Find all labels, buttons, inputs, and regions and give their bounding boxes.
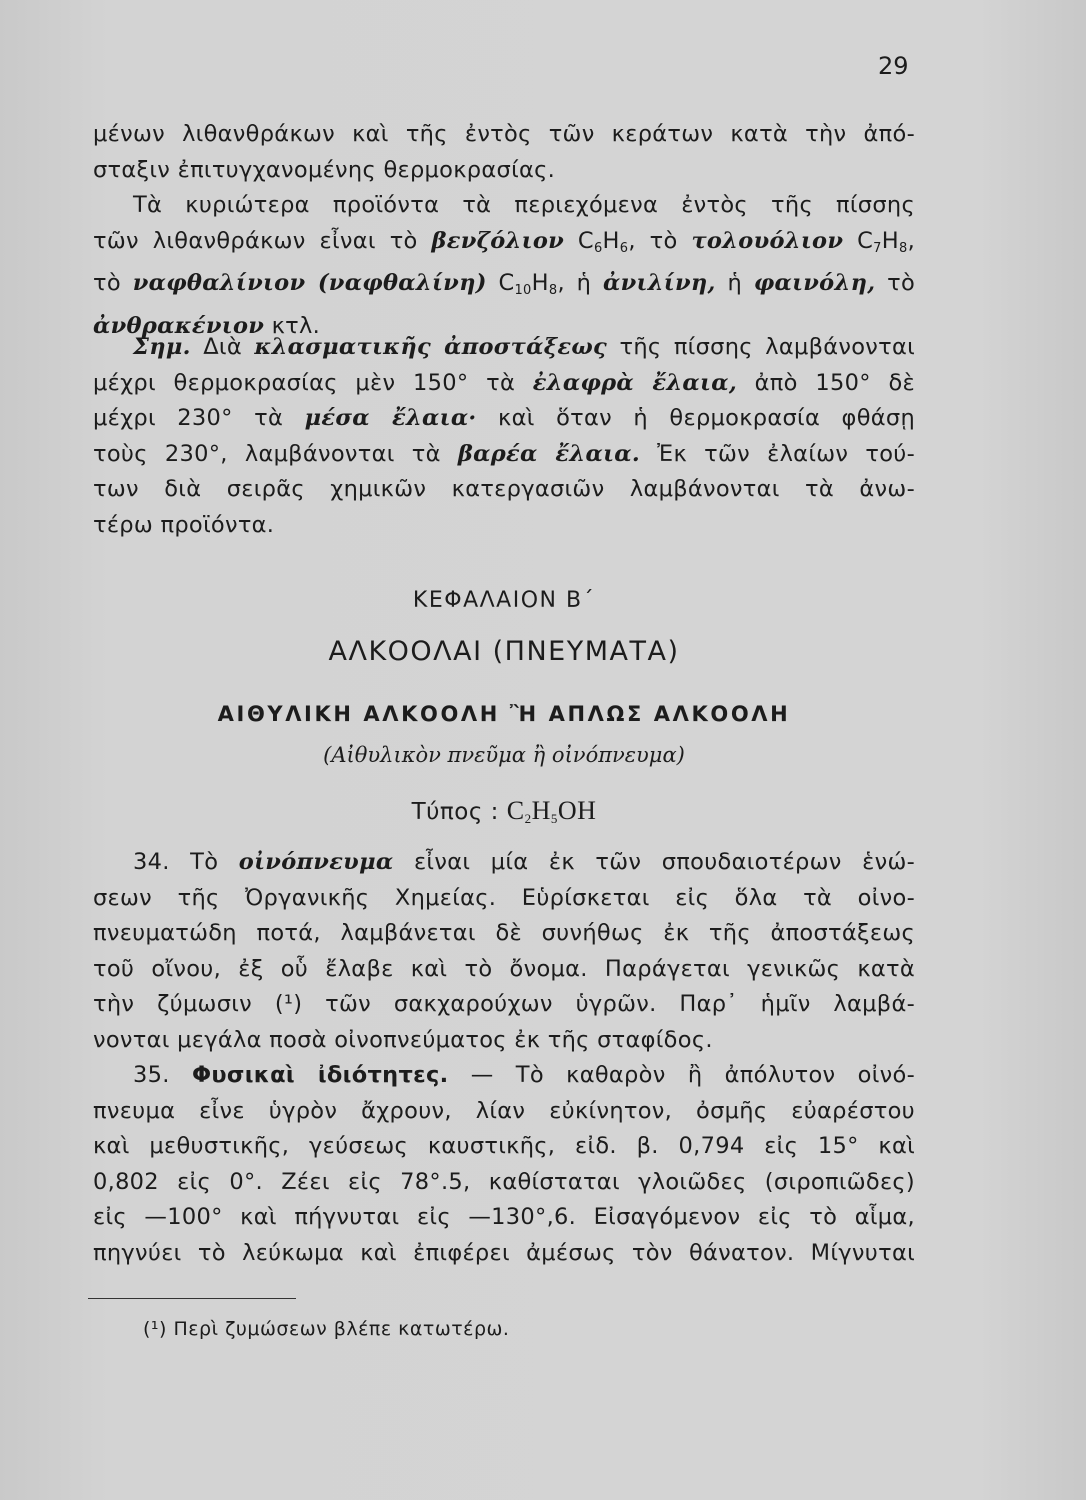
text-span: τῶν σακχαρούχων ὑγρῶν. Παρ᾽ ἡμῖν λαμβά- (325, 991, 916, 1017)
formula-element: H (602, 227, 620, 254)
text-line (93, 366, 915, 402)
text-span: Ἐκ τῶν ἐλαίων τού- (657, 440, 916, 467)
text-span: τὸ (93, 270, 121, 296)
term-aniline: ἀνιλίνη, (603, 270, 716, 296)
text-line: 0,802 εἰς 0°. Ζέει εἰς 78°.5, καθίσταται γλοιῶδες (σιροπιῶδες) (93, 1168, 915, 1195)
footnote-ref: (¹) (274, 991, 303, 1017)
term-ethanol: οἰνόπνευμα (238, 849, 394, 875)
formula-element: C (857, 227, 874, 254)
formula-label: Τύπος : (411, 799, 499, 825)
text-line: Τὰ κυριώτερα προϊόντα τὰ περιεχόμενα ἐντὸς τῆς πίσσης (133, 192, 915, 218)
paragraph-34 (93, 845, 915, 1058)
page-number: 29 (878, 52, 909, 80)
formula-element: C (498, 270, 515, 296)
text-span: κτλ. (271, 312, 321, 339)
text-line: μένων λιθανθράκων καὶ τῆς ἐντὸς τῶν κεράτων κατὰ τὴν ἀπό- (93, 121, 915, 147)
term-physical-properties: Φυσικαὶ ἰδιότητες. (191, 1062, 449, 1088)
note-label: Σημ. (133, 334, 191, 360)
formula-element: OH (557, 796, 597, 825)
text-span: μέχρι 230° τὰ (93, 405, 284, 431)
term-toluene: τολουόλιον (691, 227, 844, 254)
formula-toluene (857, 228, 915, 254)
formula-subscript: 8 (898, 240, 908, 256)
text-line (93, 266, 915, 309)
text-span: ἀπὸ 150° δὲ (754, 369, 916, 396)
text-span: ἡ (727, 270, 743, 296)
text-span: 35. (133, 1062, 170, 1088)
formula-element: H (881, 227, 899, 254)
text-line: τέρω προϊόντα. (93, 511, 275, 538)
text-span: τὴν ζύμωσιν (93, 991, 253, 1017)
text-line: τοῦ οἴνου, ἐξ οὗ ἔλαβε καὶ τὸ ὄνομα. Παράγεται γενικῶς κατὰ (93, 955, 915, 982)
paragraph-continuation (93, 117, 915, 188)
text-line (93, 437, 915, 473)
paragraph-35 (93, 1058, 915, 1271)
formula-subscript: 6 (619, 240, 629, 256)
formula-subscript: 7 (873, 240, 882, 256)
term-anthracene: ἀνθρακένιον (93, 312, 265, 339)
paragraph-note (93, 330, 915, 543)
text-span: καὶ ὅταν ἡ θερμοκρασία φθάσῃ (498, 405, 916, 431)
text-line: εἰς —100° καὶ πήγνυται εἰς —130°,6. Εἰσαγόμενον εἰς τὸ αἷμα, (93, 1204, 915, 1230)
text-line: καὶ μεθυστικῆς, γεύσεως καυστικῆς, εἰδ. β. 0,794 εἰς 15° καὶ (93, 1133, 915, 1159)
text-span: τοὺς 230°, λαμβάνονται τὰ (93, 440, 441, 467)
paragraph-products (93, 188, 915, 344)
footnote: (¹) Περὶ ζυμώσεων βλέπε κατωτέρω. (143, 1318, 510, 1340)
section-title: ΑΙΘΥΛΙΚΗ ΑΛΚΟΟΛΗ Ἢ ΑΠΛΩΣ ΑΛΚΟΟΛΗ (217, 702, 791, 726)
term-benzene: βενζόλιον (431, 227, 565, 254)
text-span: — Τὸ καθαρὸν ἢ ἀπόλυτον οἰνό- (470, 1062, 916, 1088)
text-span: , τὸ (628, 227, 678, 254)
text-line: πηγνύει τὸ λεύκωμα καὶ ἐπιφέρει ἀμέσως τὸν θάνατον. Μίγνυται (93, 1239, 915, 1266)
text-line (93, 845, 915, 881)
footnote-divider (88, 1298, 296, 1299)
term-naphthalene: ναφθαλίνιον (ναφθαλίνη) (132, 270, 487, 296)
formula-ethanol (507, 796, 597, 825)
text-span: , (907, 227, 916, 254)
text-line (93, 401, 915, 437)
text-line: πνευματώδη ποτά, λαμβάνεται δὲ συνήθως ἐκ τῆς ἀποστάξεως (93, 920, 915, 946)
text-span: Διὰ (203, 334, 242, 360)
text-span: 34. Τὸ (133, 849, 219, 875)
text-line: σταξιν ἐπιτυγχανομένης θερμοκρασίας. (93, 156, 556, 183)
text-span: τὸ (887, 270, 916, 296)
formula-element: H (531, 270, 549, 296)
chapter-label: ΚΕΦΑΛΑΙΟΝ Β΄ (412, 588, 596, 613)
formula-subscript: 2 (524, 811, 532, 826)
formula-subscript: 6 (593, 240, 603, 256)
formula-naphthalene (498, 270, 591, 296)
term-fractional-distillation: κλασματικῆς ἀποστάξεως (254, 334, 608, 360)
text-line (93, 1058, 915, 1094)
formula-subscript: 5 (550, 811, 558, 826)
text-span: , ἡ (557, 270, 592, 296)
term-light-oils: ἐλαφρὰ ἔλαια, (532, 369, 737, 396)
text-line (93, 987, 915, 1023)
text-span: τῶν λιθανθράκων εἶναι τὸ (93, 227, 418, 254)
formula-benzene (578, 228, 678, 254)
term-heavy-oils: βαρέα ἔλαια. (457, 440, 641, 467)
text-line: των διὰ σειρᾶς χημικῶν κατεργασιῶν λαμβάνονται τὰ ἀνω- (93, 476, 915, 502)
text-line (93, 224, 915, 267)
formula-subscript: 10 (514, 283, 532, 298)
chemical-formula (93, 796, 915, 827)
text-line (93, 330, 915, 366)
text-line: πνευμα εἶνε ὑγρὸν ἄχρουν, λίαν εὐκίνητον, ὀσμῆς εὐαρέστου (93, 1097, 915, 1124)
chapter-title: ΑΛΚΟΟΛΑΙ (ΠΝΕΥΜΑΤΑ) (328, 636, 680, 667)
text-span: τῆς πίσσης λαμβάνονται (619, 334, 916, 360)
formula-element: C (506, 796, 525, 825)
formula-subscript: 8 (548, 283, 558, 298)
term-phenol: φαινόλη, (753, 270, 876, 296)
section-subtitle: (Αἰθυλικὸν πνεῦμα ἢ οἰνόπνευμα) (323, 743, 685, 767)
formula-element: C (577, 227, 594, 254)
text-line: σεων τῆς Ὀργανικῆς Χημείας. Εὑρίσκεται εἰς ὅλα τὰ οἰνο- (93, 884, 915, 911)
text-span: εἶναι μία ἐκ τῶν σπουδαιοτέρων ἑνώ- (413, 849, 916, 875)
term-middle-oils: μέσα ἔλαια· (304, 405, 477, 431)
formula-element: H (531, 796, 551, 825)
text-line: νονται μεγάλα ποσὰ οἰνοπνεύματος ἐκ τῆς σταφίδος. (93, 1026, 713, 1053)
text-span: μέχρι θερμοκρασίας μὲν 150° τὰ (93, 369, 516, 396)
